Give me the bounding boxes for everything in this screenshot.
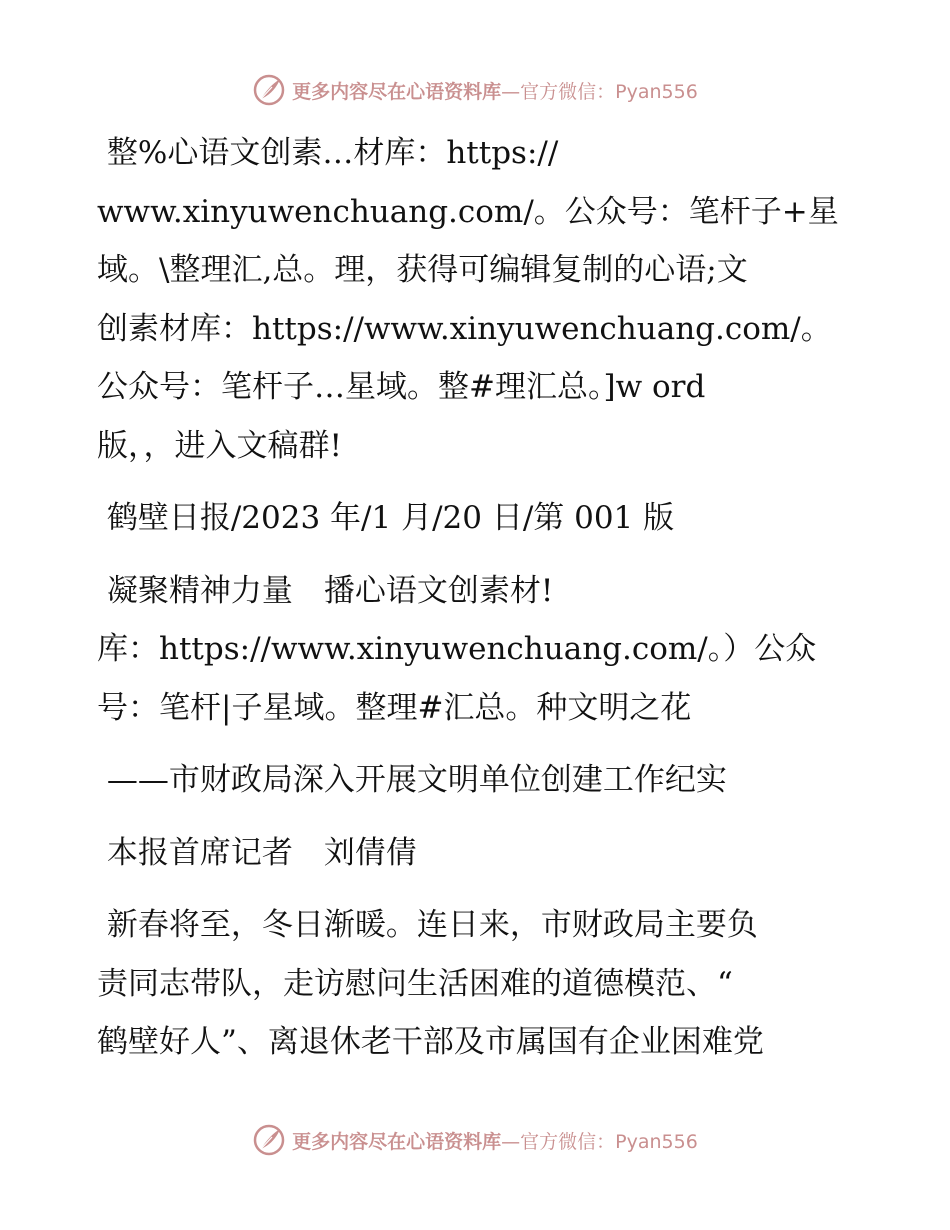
byline: 本报首席记者 刘倩倩 — [97, 834, 417, 871]
body-paragraph: 新春将至，冬日渐暖。连日来，市财政局主要负 责同志带队，走访慰问生活困难的道德模范、“ 鹤壁好人”、离退休老干部及市属国有企业困难党 — [97, 907, 764, 1060]
header-banner — [0, 70, 950, 110]
headline-paragraph: 凝聚精神力量 播心语文创素材! 库：https://www.xinyuwenchuang.com/。）公众 号：笔杆|子星域。整理#汇总。种文明之花 — [97, 572, 817, 726]
dateline: 鹤壁日报/2023 年/1 月/20 日/第 001 版 — [97, 500, 675, 536]
feather-pen-logo-icon — [252, 73, 286, 107]
subtitle: ——市财政局深入开展文明单位创建工作纪实 — [97, 762, 727, 798]
intro-paragraph: 整%心语文创素…材库：https:// www.xinyuwenchuang.com/。公众号：笔杆子+星 域。\整理汇,总。理，获得可编辑复制的心语;文 创素材库：https://www.xinyuwenchuang.com/。 公众号：笔杆子…星域。整#理汇总。]w ord 版，，进入文稿群! — [97, 135, 839, 464]
banner-text: 更多内容尽在心语资料库—官方微信：Pyan556 — [292, 80, 698, 103]
footer-banner — [0, 1120, 950, 1160]
banner-text: 更多内容尽在心语资料库—官方微信：Pyan556 — [292, 1130, 698, 1153]
feather-pen-logo-icon — [252, 1123, 286, 1157]
document-body — [97, 124, 857, 1072]
